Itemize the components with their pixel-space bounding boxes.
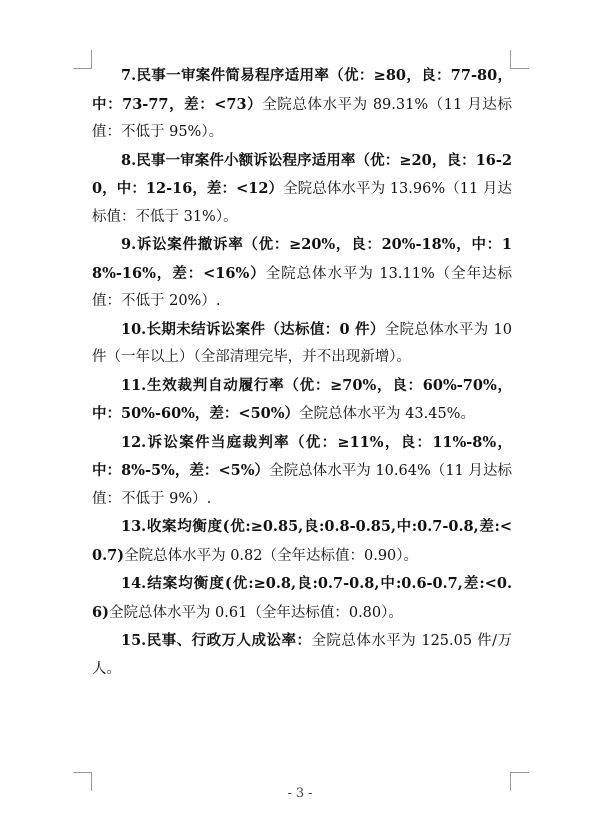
item-text: 全院总体水平为 0.61（全年达标值：0.80）。: [108, 604, 403, 621]
item-heading: 10.长期未结诉讼案件（达标值：0 件）: [121, 320, 385, 338]
item-text: 全院总体水平为 89.31%（11 月达标值：不低于 95%）。: [92, 96, 512, 140]
paragraph-item-8: [92, 147, 512, 232]
item-text: 全院总体水平为 0.82（全年达标值：0.90）。: [124, 547, 419, 564]
paragraph-item-9: [92, 231, 512, 316]
item-text: 全院总体水平为 43.45%。: [299, 406, 475, 422]
page-number: - 3 -: [287, 786, 313, 801]
item-heading: 8.民事一审案件小额诉讼程序适用率（优：≥20，良：16-20，中：12-16，差：<12）: [92, 151, 512, 197]
item-text: 全院总体水平为 13.96%（11 月达标值：不低于 31%）。: [92, 181, 512, 225]
item-text: 全院总体水平为 10 件（一年以上）（全部清理完毕，并不出现新增）。: [92, 321, 512, 365]
item-text: 全院总体水平为 125.05 件/万人。: [92, 633, 512, 677]
item-heading: 9.诉讼案件撤诉率（优：≥20%，良：20%-18%，中：18%-16%，差：<16%）: [92, 236, 512, 282]
item-heading: 11.生效裁判自动履行率（优：≥70%，良：60%-70%，中：50%-60%，差：<50%）: [92, 376, 512, 422]
crop-mark-top-left: [73, 50, 92, 69]
document-body: [92, 62, 512, 683]
item-heading: 7.民事一审案件简易程序适用率（优：≥80，良：77-80，中：73-77，差：<73）: [92, 67, 512, 113]
item-text: 全院总体水平为 10.64%（11 月达标值：不低于 9%）.: [92, 463, 512, 507]
paragraph-item-14: [92, 570, 512, 627]
paragraph-item-11: [92, 372, 512, 429]
crop-mark-top-right: [510, 50, 529, 69]
paragraph-item-10: [92, 316, 512, 372]
item-text: 全院总体水平为 13.11%（全年达标值：不低于 20%）.: [92, 265, 512, 309]
paragraph-item-12: [92, 429, 512, 514]
item-heading: 15.民事、行政万人成讼率：: [121, 632, 312, 649]
paragraph-item-7: [92, 62, 512, 147]
paragraph-item-13: [92, 513, 512, 570]
item-heading: 14.结案均衡度(优:≥0.8,良:0.7-0.8,中:0.6-0.7,差:<0.6): [92, 575, 512, 621]
paragraph-item-15: [92, 627, 512, 683]
item-heading: 12.诉讼案件当庭裁判率（优：≥11%，良：11%-8%，中：8%-5%，差：<5%）: [92, 433, 512, 479]
item-heading: 13.收案均衡度(优:≥0.85,良:0.8-0.85,中:0.7-0.8,差:<0.7): [92, 518, 512, 564]
